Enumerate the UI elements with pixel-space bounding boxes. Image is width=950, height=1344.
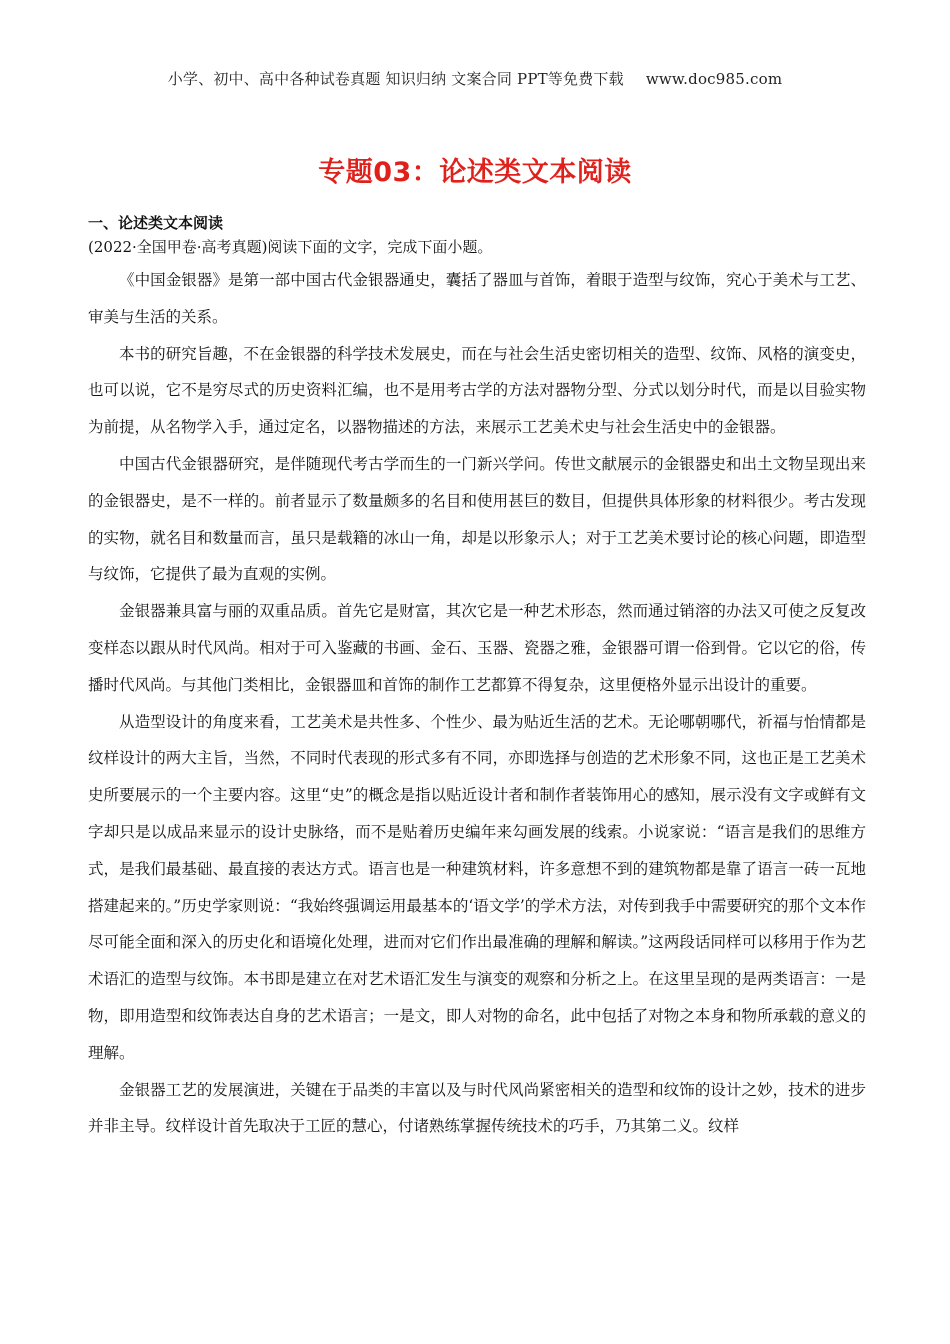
document-title: 专题03：论述类文本阅读 [318,157,632,188]
paragraph: 从造型设计的角度来看，工艺美术是共性多、个性少、最为贴近生活的艺术。无论哪朝哪代，祈福与怡情都是纹样设计的两大主旨，当然，不同时代表现的形式多有不同，亦即选择与创造的艺术形象不同，这也正是工艺美术史所要展示的一个主要内容。这里“史”的概念是指以贴近设计者和制作者装饰用心的感知，展示没有文字或鲜有文字却只是以成品来显示的设计史脉络，而不是贴着历史编年来勾画发展的线索。小说家说：“语言是我们的思维方式，是我们最基础、最直接的表达方式。语言也是一种建筑材料，许多意想不到的建筑物都是靠了语言一砖一瓦地搭建起来的。”历史学家则说：“我始终强调运用最基本的‘语文学’的学术方法，对传到我手中需要研究的那个文本作尽可能全面和深入的历史化和语境化处理，进而对它们作出最准确的理解和解读。”这两段话同样可以移用于作为艺术语汇的造型与纹饰。本书即是建立在对艺术语汇发生与演变的观察和分析之上。在这里呈现的是两类语言：一是物，即用造型和纹饰表达自身的艺术语言；一是文，即人对物的命名，此中包括了对物之本身和物所承载的意义的理解。 [88,712,866,1062]
paragraph: 金银器工艺的发展演进，关键在于品类的丰富以及与时代风尚紧密相关的造型和纹饰的设计之妙，技术的进步并非主导。纹样设计首先取决于工匠的慧心，付诸熟练掌握传统技术的巧手，乃其第二义。纹样 [88,1080,866,1136]
header-text: 小学、初中、高中各种试卷真题 知识归纳 文案合同 PPT等免费下载 [167,70,624,88]
page-header [0,68,950,89]
question-source: (2022·全国甲卷·高考真题)阅读下面的文字，完成下面小题。 [88,238,493,256]
header-url[interactable]: www.doc985.com [645,70,783,88]
section-heading: 一、论述类文本阅读 [88,214,224,232]
reading-passage [88,262,866,1145]
paragraph: 中国古代金银器研究，是伴随现代考古学而生的一门新兴学问。传世文献展示的金银器史和出土文物呈现出来的金银器史，是不一样的。前者显示了数量颇多的名目和使用甚巨的数目，但提供具体形象的材料很少。考古发现的实物，就名目和数量而言，虽只是载籍的冰山一角，却是以形象示人；对于工艺美术要讨论的核心问题，即造型与纹饰，它提供了最为直观的实例。 [88,454,866,584]
paragraph: 金银器兼具富与丽的双重品质。首先它是财富，其次它是一种艺术形态，然而通过销溶的办法又可使之反复改变样态以跟从时代风尚。相对于可入鉴藏的书画、金石、玉器、瓷器之雅，金银器可谓一俗到骨。它以它的俗，传播时代风尚。与其他门类相比，金银器皿和首饰的制作工艺都算不得复杂，这里便格外显示出设计的重要。 [88,602,866,694]
paragraph: 本书的研究旨趣，不在金银器的科学技术发展史，而在与社会生活史密切相关的造型、纹饰、风格的演变史，也可以说，它不是穷尽式的历史资料汇编，也不是用考古学的方法对器物分型、分式以划分时代，而是以目验实物为前提，从名物学入手，通过定名，以器物描述的方法，来展示工艺美术史与社会生活史中的金银器。 [88,344,866,437]
paragraph: 《中国金银器》是第一部中国古代金银器通史，囊括了器皿与首饰，着眼于造型与纹饰，究心于美术与工艺、审美与生活的关系。 [88,271,866,326]
